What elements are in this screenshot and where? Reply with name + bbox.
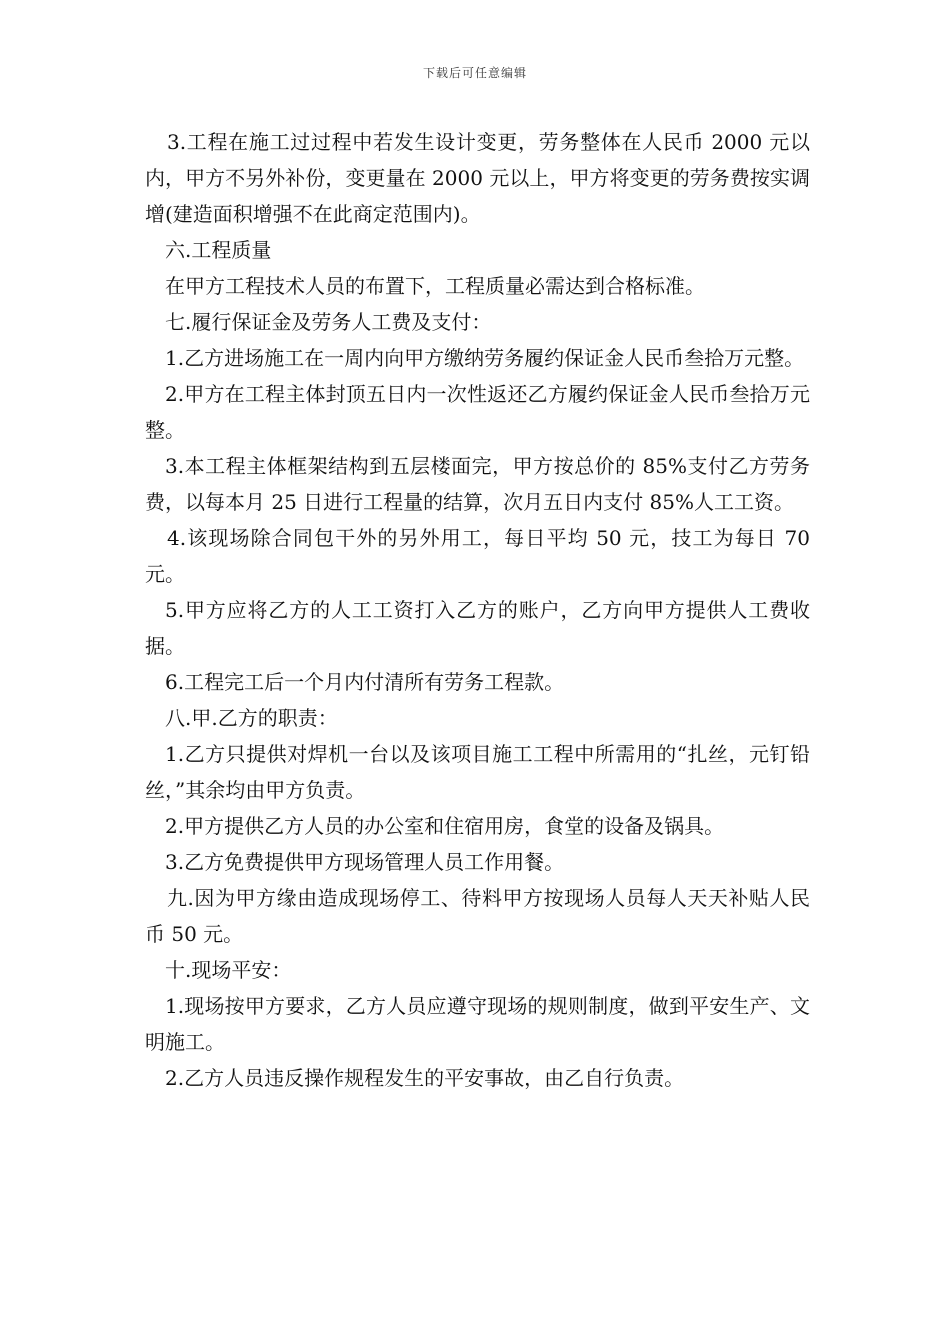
paragraph-labor-payment: 3.本工程主体框架结构到五层楼面完，甲方按总价的 85%支付乙方劳务费，以每本月 25 日进行工程量的结算，次月五日内支付 85%人工工资。 xyxy=(145,454,810,514)
paragraph-deposit-refund: 2.甲方在工程主体封顶五日内一次性返还乙方履约保证金人民币叁拾万元整。 xyxy=(145,382,810,442)
page-header: 下载后可任意编辑 xyxy=(422,66,527,80)
paragraph-meals: 3.乙方免费提供甲方现场管理人员工作用餐。 xyxy=(165,850,565,874)
paragraph-wage-account: 5.甲方应将乙方的人工工资打入乙方的账户，乙方向甲方提供人工费收据。 xyxy=(145,598,810,658)
paragraph-stoppage-compensation: 九.因为甲方缘由造成现场停工、待料甲方按现场人员每人天天补贴人民币 50 元。 xyxy=(145,886,810,946)
paragraph-final-settlement: 6.工程完工后一个月内付清所有劳务工程款。 xyxy=(165,670,565,694)
document-body xyxy=(145,124,810,1096)
section-heading-site-safety: 十.现场平安： xyxy=(165,958,292,982)
paragraph-safety-liability: 2.乙方人员违反操作规程发生的平安事故，由乙自行负责。 xyxy=(165,1066,685,1090)
paragraph-deposit-payment: 1.乙方进场施工在一周内向甲方缴纳劳务履约保证金人民币叁拾万元整。 xyxy=(165,346,805,370)
paragraph-party-b-supplies: 1.乙方只提供对焊机一台以及该项目施工工程中所需用的“扎丝，元钉铅丝，”其余均由甲方负责。 xyxy=(145,742,810,802)
paragraph-party-a-housing: 2.甲方提供乙方人员的办公室和住宿用房，食堂的设备及锅具。 xyxy=(165,814,725,838)
section-heading-deposit-payment: 七.履行保证金及劳务人工费及支付： xyxy=(165,310,492,334)
section-heading-quality: 六.工程质量 xyxy=(165,238,272,262)
section-heading-responsibilities: 八.甲.乙方的职责： xyxy=(165,706,338,730)
paragraph-quality-standard: 在甲方工程技术人员的布置下，工程质量必需达到合格标准。 xyxy=(165,274,705,298)
paragraph-safety-rules: 1.现场按甲方要求，乙方人员应遵守现场的规则制度，做到平安生产、文明施工。 xyxy=(145,994,810,1054)
paragraph-design-change: 3.工程在施工过过程中若发生设计变更，劳务整体在人民币 2000 元以内，甲方不另外补份，变更量在 2000 元以上，甲方将变更的劳务费按实调增(建造面积增强不在此商定范围内)。 xyxy=(145,130,810,226)
paragraph-extra-labor: 4.该现场除合同包干外的另外用工，每日平均 50 元，技工为每日 70 元。 xyxy=(145,526,810,586)
